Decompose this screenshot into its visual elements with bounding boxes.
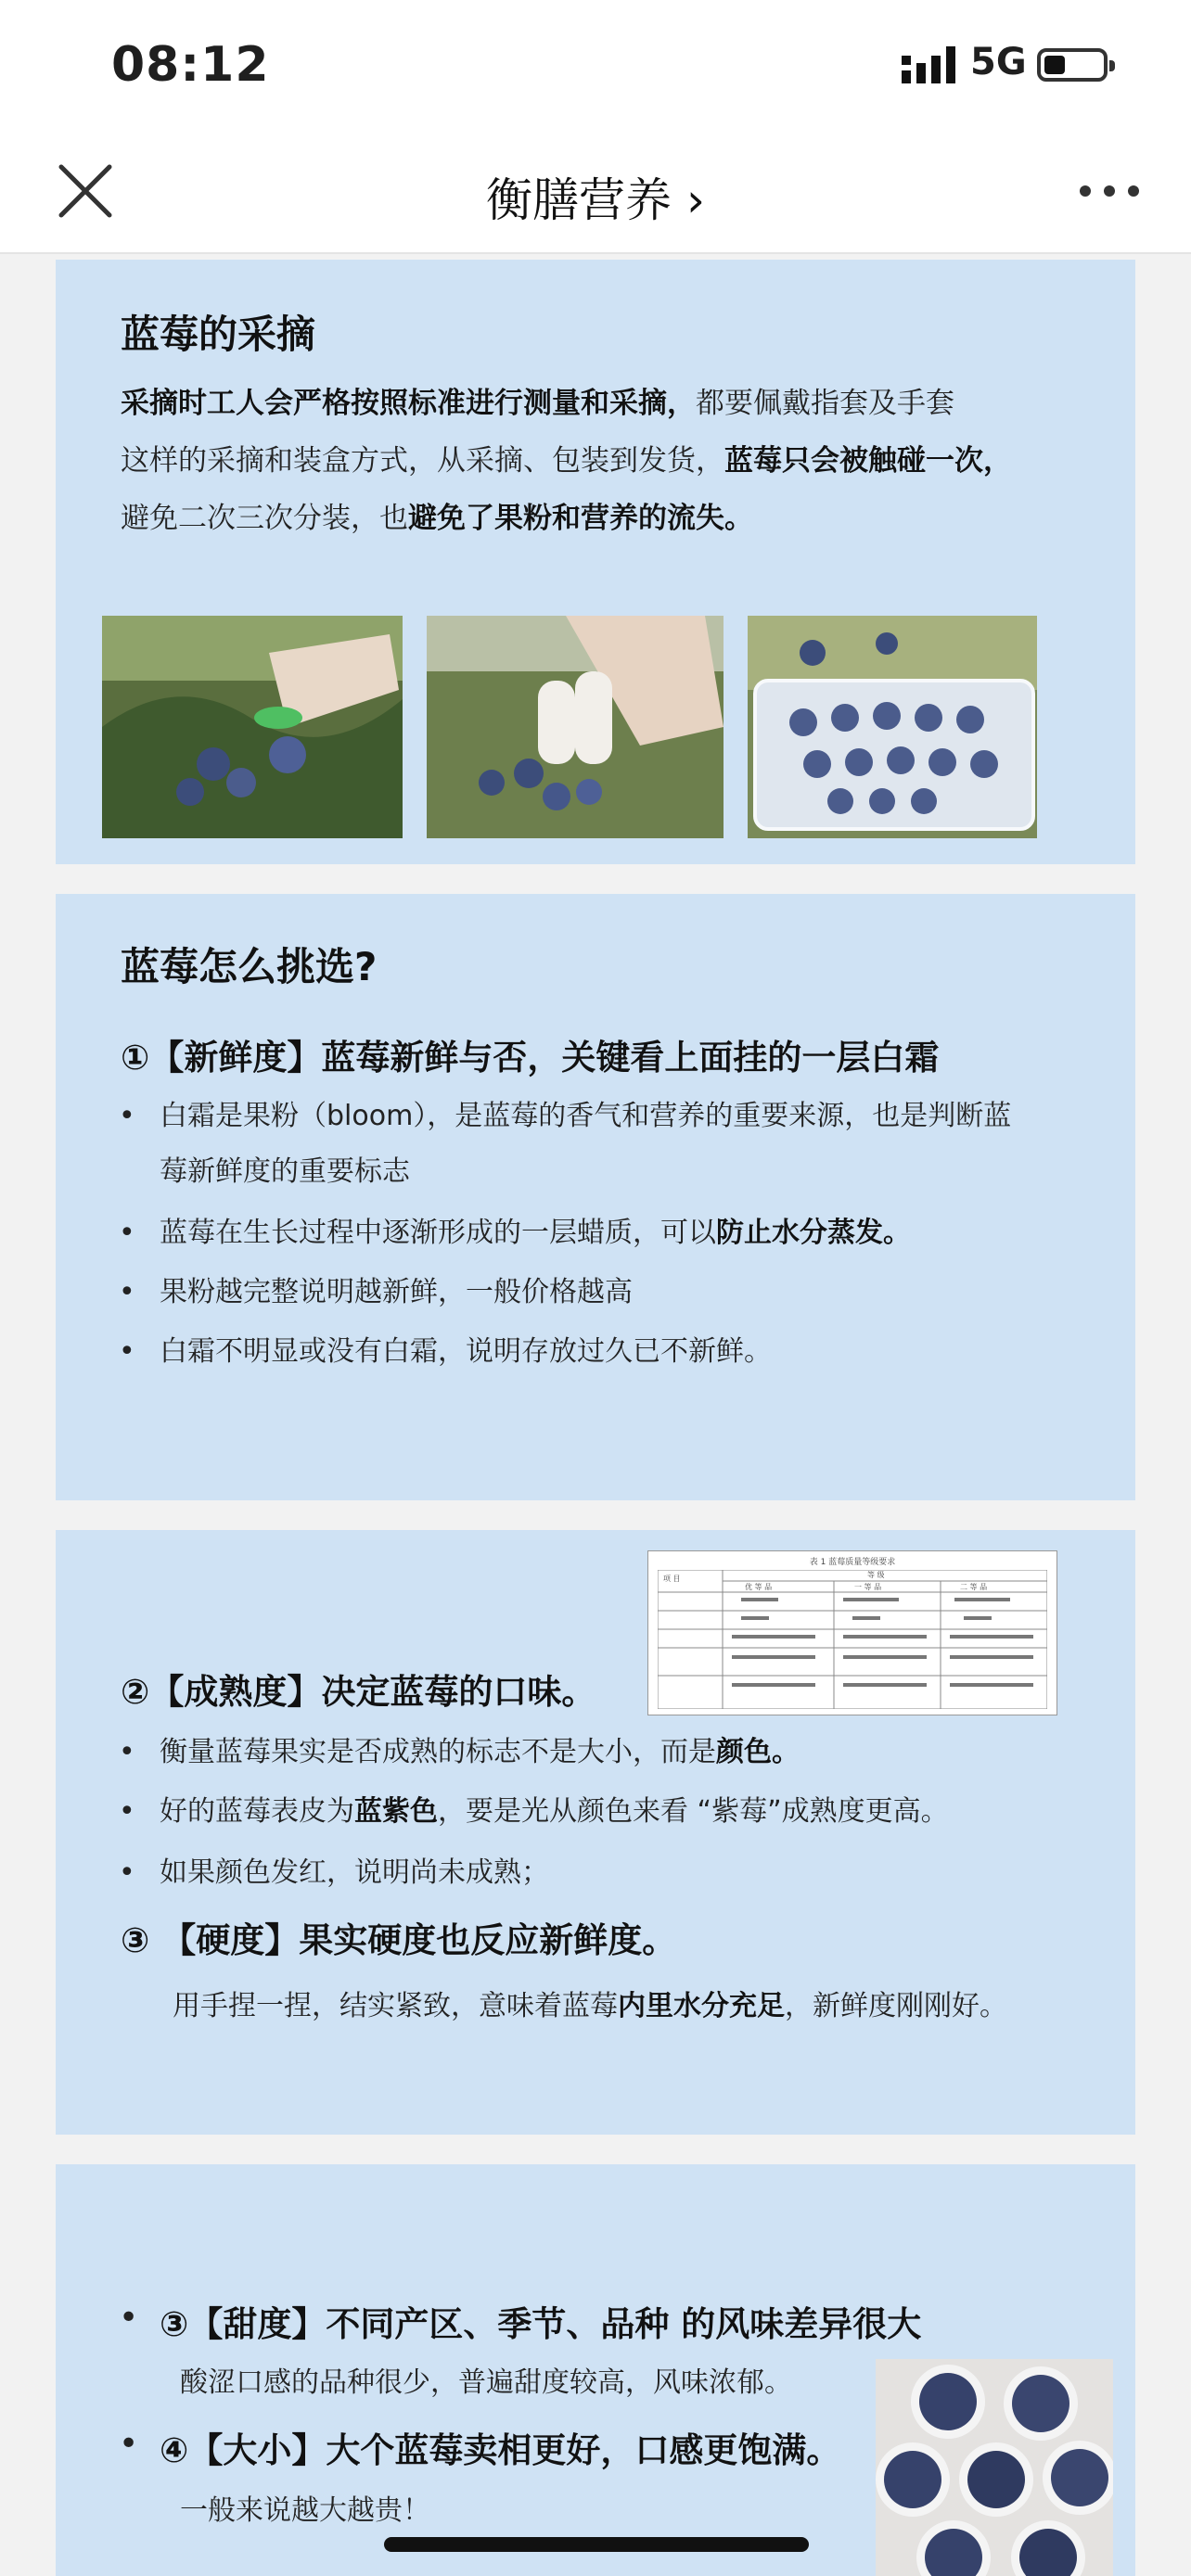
- section-picking: [56, 260, 1135, 864]
- bold-text: 蓝莓只会被触碰一次，: [724, 444, 1012, 478]
- sweetness-paragraph: 酸涩口感的品种很少，普遍甜度较高，风味浓郁。: [180, 2366, 792, 2399]
- list-item: [160, 1725, 1106, 1780]
- list-item: [160, 1089, 1106, 1144]
- status-bar: [0, 0, 1191, 130]
- firmness-paragraph: [173, 1979, 1119, 2034]
- picking-photo: [102, 616, 403, 838]
- bullet-dot: •: [119, 1276, 135, 1308]
- text-span: 用手捏一捏，结实紧致，意味着蓝莓: [173, 1990, 618, 2022]
- section-title: 蓝莓的采摘: [121, 312, 316, 357]
- list-item: 果粉越完整说明越新鲜，一般价格越高: [160, 1276, 633, 1308]
- text-span: 白霜是果粉（: [160, 1100, 327, 1132]
- table-grid: [658, 1570, 1047, 1709]
- bullet-dot: •: [119, 1736, 135, 1768]
- table-head-cell: 优 等 品: [745, 1583, 773, 1591]
- status-time: 08:12: [111, 37, 270, 93]
- text-span: 这样的采摘和装盒方式，从采摘、包装到发货，: [121, 444, 724, 478]
- section-how-to-choose: [56, 894, 1135, 1500]
- bullet-dot: •: [119, 1335, 135, 1368]
- bold-text: 蓝紫色: [354, 1795, 438, 1828]
- table-title: 表 1 蓝莓质量等级要求: [809, 1558, 896, 1567]
- bold-text: 采摘时工人会严格按照标准进行测量和采摘，: [121, 387, 696, 420]
- list-item: 如果颜色发红，说明尚未成熟；: [160, 1856, 549, 1889]
- section-title: 蓝莓怎么挑选?: [121, 944, 378, 989]
- text-span: ），是蓝莓的香气和营养的重要来源，也是判断蓝: [413, 1100, 1012, 1132]
- nav-bar: [0, 130, 1191, 254]
- list-item-continuation: 莓新鲜度的重要标志: [160, 1155, 410, 1188]
- bullet-dot: •: [119, 2299, 139, 2337]
- bullet-dot: •: [119, 1856, 135, 1889]
- paragraph-line: [121, 432, 1104, 490]
- bold-text: 颜色。: [716, 1736, 800, 1768]
- home-indicator[interactable]: [384, 2537, 809, 2552]
- bold-text: 内里水分充足: [618, 1990, 785, 2022]
- packed-blueberry-photo: [748, 616, 1037, 838]
- signal-icon: [902, 46, 961, 85]
- bullet-dot: •: [119, 1217, 135, 1249]
- more-icon[interactable]: [1076, 178, 1143, 204]
- section-ripeness: [56, 1530, 1135, 2135]
- bullet-dot: •: [119, 1795, 135, 1828]
- text-span: 都要佩戴指套及手套: [696, 387, 954, 420]
- list-item: [160, 1205, 1106, 1261]
- bullet-dot: •: [119, 2425, 139, 2463]
- text-span: 蓝莓在生长过程中逐渐形成的一层蜡质，可以: [160, 1217, 716, 1249]
- quality-grade-table-image: [647, 1550, 1057, 1715]
- freshness-heading: ①【新鲜度】蓝莓新鲜与否，关键看上面挂的一层白霜: [121, 1038, 940, 1078]
- network-type: 5G: [970, 41, 1027, 83]
- text-span: 衡量蓝莓果实是否成熟的标志不是大小，而是: [160, 1736, 716, 1768]
- text-span: 避免二次三次分装，也: [121, 502, 408, 535]
- size-heading: ④【大小】大个蓝莓卖相更好，口感更饱满。: [160, 2430, 841, 2470]
- table-head-cell: 项 目: [663, 1575, 681, 1583]
- bullet-dot: •: [119, 1100, 135, 1132]
- table-head-cell: 等 级: [867, 1571, 885, 1579]
- sweetness-heading: ③【甜度】不同产区、季节、品种 的风味差异很大: [160, 2304, 922, 2344]
- blueberry-bowls-photo: [876, 2359, 1113, 2576]
- bold-text: 避免了果粉和营养的流失。: [408, 502, 753, 535]
- paragraph-line: [121, 375, 1104, 432]
- list-item: 白霜不明显或没有白霜，说明存放过久已不新鲜。: [160, 1335, 772, 1368]
- table-head-cell: 一 等 品: [854, 1583, 882, 1591]
- picking-photo: [427, 616, 724, 838]
- battery-icon: [1037, 48, 1108, 82]
- section-sweetness-size: [56, 2164, 1135, 2576]
- page-title[interactable]: 衡膳营养 ›: [486, 173, 705, 227]
- bold-text: 防止水分蒸发。: [716, 1217, 911, 1249]
- text-span: ，要是光从颜色来看 “紫莓”成熟度更高。: [438, 1795, 949, 1828]
- paragraph-line: [121, 490, 1104, 547]
- firmness-heading: ③ 【硬度】果实硬度也反应新鲜度。: [121, 1920, 677, 1960]
- text-span: bloom: [327, 1100, 414, 1132]
- size-paragraph: 一般来说越大越贵！: [180, 2494, 430, 2527]
- text-span: 好的蓝莓表皮为: [160, 1795, 354, 1828]
- ripeness-heading: ②【成熟度】决定蓝莓的口味。: [121, 1672, 596, 1712]
- table-head-cell: 二 等 品: [960, 1583, 988, 1591]
- text-span: ，新鲜度刚刚好。: [785, 1990, 1007, 2022]
- list-item: [160, 1784, 1124, 1840]
